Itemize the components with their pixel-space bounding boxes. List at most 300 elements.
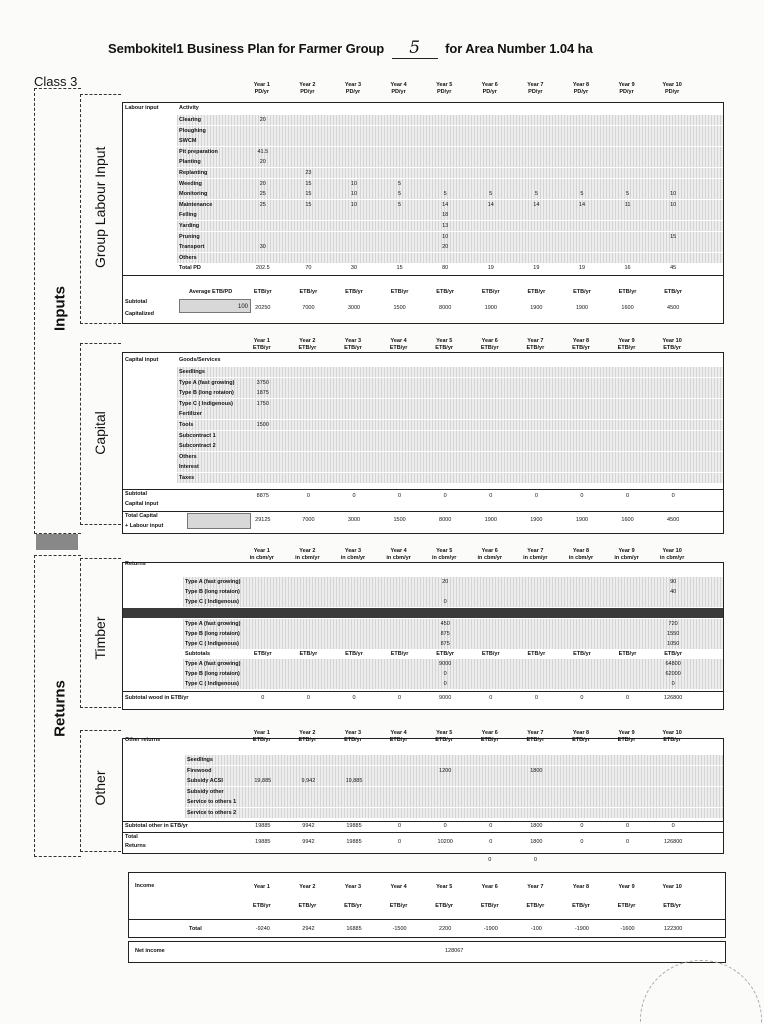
- row-label: Others: [179, 254, 197, 261]
- table-cell: 875: [440, 631, 450, 637]
- table-cell: 0: [443, 681, 447, 687]
- header-cell: Year 1 ETB/yr: [252, 338, 271, 351]
- table-cell: 1200: [439, 767, 452, 774]
- header-cell: Year 8 ETB/yr: [572, 884, 590, 909]
- table-cell: 90: [670, 579, 677, 585]
- table-cell: 0: [489, 823, 493, 829]
- header-cell: Year 6 ETB/yr: [480, 338, 499, 351]
- table-cell: 8000: [439, 305, 452, 311]
- header-cell: Year 9 ETB/yr: [617, 884, 636, 909]
- row-label: Type C ( Indigenous): [185, 641, 239, 647]
- header-cell: Year 2 in cbm/yr: [295, 548, 320, 561]
- header-cell: Year 10 ETB/yr: [662, 730, 682, 743]
- table-cell: 15: [396, 265, 403, 272]
- value-cells: [240, 263, 696, 273]
- table-cell: 80: [442, 265, 449, 272]
- row-label: Planting: [179, 159, 201, 166]
- table-cell: 14: [533, 201, 540, 208]
- value-cells: [240, 462, 696, 472]
- table-cell: ETB/yr: [664, 289, 682, 295]
- header-cell: Year 6 PD/yr: [481, 82, 498, 95]
- timber-label: Timber: [92, 616, 108, 660]
- table-cell: 0: [352, 493, 356, 499]
- header-cell: Year 7 ETB/yr: [526, 884, 545, 909]
- table-cell: 19885: [255, 823, 271, 829]
- table-cell: ETB/yr: [436, 289, 455, 295]
- table-cell: 1900: [484, 517, 497, 523]
- table-cell: 5: [580, 191, 584, 198]
- value-cells: [240, 597, 696, 607]
- row-label: Type B (long rotaion): [179, 390, 234, 397]
- table-cell: 0: [626, 823, 630, 829]
- value-cells: [240, 168, 696, 178]
- table-cell: 20: [259, 159, 266, 166]
- table-cell: 0: [443, 671, 447, 677]
- table-cell: 0: [306, 493, 310, 499]
- header-cell: Year 8 ETB/yr: [572, 338, 590, 351]
- value-cells: [240, 787, 696, 797]
- table-cell: 1800: [530, 767, 543, 774]
- table-cell: 1500: [393, 305, 406, 311]
- table-cell: 2942: [302, 926, 315, 932]
- header-cell: Year 4 ETB/yr: [389, 730, 408, 743]
- header-cell: Year 5 in cbm/yr: [431, 548, 457, 561]
- table-cell: 9000: [439, 695, 452, 701]
- timber-subtotal-label: Subtotal wood in ETB/yr: [125, 695, 189, 701]
- header-cell: Year 8 ETB/yr: [572, 730, 590, 743]
- table-cell: 875: [440, 641, 450, 647]
- net-income-label: Net income: [135, 948, 165, 954]
- header-cell: Year 1 PD/yr: [253, 82, 270, 95]
- table-cell: ETB/yr: [299, 651, 318, 657]
- table-cell: 70: [305, 265, 312, 272]
- header-cell: Year 9 ETB/yr: [617, 730, 636, 743]
- value-cells: [240, 659, 696, 669]
- table-cell: 16885: [346, 926, 362, 932]
- capital-col-b: Goods/Services: [179, 357, 221, 363]
- table-cell: 23: [305, 170, 312, 176]
- labour-header: [239, 82, 695, 96]
- avg-etb-value: 100: [179, 299, 251, 313]
- row-label: Type B (long rotaion): [185, 631, 240, 637]
- header-cell: Year 5 ETB/yr: [435, 730, 454, 743]
- value-cells: [240, 388, 696, 398]
- table-cell: 30: [259, 244, 266, 251]
- table-cell: ETB/yr: [618, 651, 637, 657]
- value-cells: [240, 577, 696, 587]
- table-cell: 5: [398, 201, 402, 208]
- value-cells: [240, 157, 696, 167]
- header-cell: Year 1 in cbm/yr: [249, 548, 275, 561]
- table-cell: 19,885: [345, 778, 363, 785]
- row-label: Maintenance: [179, 201, 213, 208]
- table-cell: 4500: [667, 305, 680, 311]
- value-cells: [240, 669, 696, 679]
- table-cell: 1550: [667, 631, 680, 637]
- header-cell: Year 5 ETB/yr: [435, 338, 454, 351]
- table-cell: -1900: [574, 926, 589, 932]
- value-cells: [240, 693, 696, 703]
- row-label: Subcontract 1: [179, 432, 216, 439]
- value-cells: [240, 924, 696, 934]
- timber-table: [122, 562, 724, 710]
- table-cell: 30: [350, 265, 358, 272]
- table-cell: 450: [440, 621, 450, 627]
- table-cell: 0: [626, 493, 630, 499]
- table-cell: 19: [578, 265, 586, 272]
- header-cell: Year 2 ETB/yr: [298, 884, 317, 909]
- row-label: Type A (fast growing): [185, 661, 241, 667]
- row-label: Type A (fast growing): [185, 621, 241, 627]
- table-cell: 1800: [530, 823, 543, 829]
- header-cell: Year 4 ETB/yr: [389, 338, 408, 351]
- returns-label: Returns: [51, 680, 69, 737]
- row-label: Type C ( Indigenous): [185, 599, 239, 605]
- divider-block: [36, 534, 78, 550]
- timber-col-a: Returns: [125, 561, 146, 567]
- row-label: Transport: [179, 244, 205, 251]
- table-cell: 13: [442, 223, 449, 229]
- row-label: Ploughing: [179, 127, 206, 134]
- labour-col-a: Labour input: [125, 105, 159, 111]
- value-cells: [240, 232, 696, 242]
- value-cells: [240, 452, 696, 462]
- table-cell: ETB/yr: [345, 651, 363, 657]
- header-cell: Year 5 ETB/yr: [435, 884, 454, 909]
- value-cells: [240, 420, 696, 430]
- table-cell: 11: [624, 201, 631, 208]
- value-cells: [239, 855, 695, 865]
- avg-etb-label: Average ETB/PD: [189, 289, 233, 295]
- table-cell: 25: [259, 191, 266, 198]
- row-label: Type A (fast growing): [179, 379, 235, 386]
- value-cells: [240, 766, 696, 776]
- table-cell: 0: [443, 823, 447, 829]
- other-table: [122, 738, 724, 854]
- value-cells: [240, 221, 696, 231]
- table-cell: 1600: [621, 305, 634, 311]
- row-label: Type A (fast growing): [185, 579, 241, 585]
- table-cell: 0: [398, 695, 402, 701]
- table-cell: 7000: [302, 305, 315, 311]
- row-label: Yarding: [179, 223, 200, 229]
- table-cell: 0: [489, 695, 493, 701]
- table-cell: 8875: [256, 493, 269, 499]
- table-cell: 0: [488, 857, 492, 863]
- value-cells: [240, 755, 696, 765]
- table-cell: ETB/yr: [573, 289, 591, 295]
- table-cell: 14: [442, 201, 449, 208]
- capital-table: [122, 352, 724, 534]
- page-title: [108, 38, 593, 59]
- table-cell: ETB/yr: [481, 651, 500, 657]
- capital-col-a: Capital input: [125, 357, 159, 363]
- table-cell: 20: [442, 579, 449, 585]
- header-cell: Year 4 PD/yr: [390, 82, 407, 95]
- value-cells: [240, 587, 696, 597]
- table-cell: 40: [670, 589, 677, 595]
- table-cell: 0: [626, 695, 630, 701]
- table-cell: ETB/yr: [527, 289, 546, 295]
- other-label: Other: [92, 770, 108, 806]
- row-label: Weeding: [179, 180, 202, 187]
- table-cell: 19885: [346, 823, 362, 829]
- table-cell: 5: [398, 180, 402, 187]
- table-cell: ETB/yr: [573, 651, 591, 657]
- table-cell: 126800: [663, 839, 683, 845]
- table-cell: 0: [306, 695, 310, 701]
- row-label: Type B (long rotaion): [185, 589, 240, 595]
- table-cell: ETB/yr: [253, 651, 272, 657]
- table-cell: ETB/yr: [481, 289, 500, 295]
- table-cell: ETB/yr: [299, 289, 318, 295]
- table-cell: 10: [670, 201, 677, 208]
- header-cell: Year 10 ETB/yr: [662, 884, 682, 909]
- row-label: Type C ( Indigenous): [185, 681, 239, 687]
- table-cell: 10: [350, 191, 358, 198]
- row-label: Pit preparation: [179, 148, 218, 155]
- row-label: Interest: [179, 464, 199, 471]
- table-cell: 7000: [302, 517, 315, 523]
- table-cell: 16: [624, 265, 631, 272]
- table-cell: 1750: [256, 400, 269, 407]
- table-cell: 0: [398, 493, 402, 499]
- table-cell: 14: [578, 201, 586, 208]
- value-cells: [240, 303, 696, 313]
- table-cell: -1900: [483, 926, 498, 932]
- value-cells: [240, 147, 696, 157]
- table-cell: 19,885: [254, 778, 272, 785]
- capital-subtotal-label: Subtotal: [125, 491, 147, 497]
- table-cell: ETB/yr: [345, 289, 363, 295]
- value-cells: [240, 491, 696, 501]
- other-col-a: Other returns: [125, 737, 161, 743]
- table-cell: 1500: [393, 517, 406, 523]
- other-total-label: Total: [125, 834, 138, 840]
- net-income-value: 128067: [445, 948, 464, 954]
- class-label: Class 3: [34, 74, 78, 89]
- row-label: Service to others 1: [187, 799, 237, 806]
- group-labour-label: Group Labour Input: [92, 146, 108, 268]
- header-cell: Year 3 ETB/yr: [344, 338, 362, 351]
- table-cell: 62000: [665, 671, 681, 677]
- table-cell: 9942: [302, 823, 315, 829]
- table-cell: 1900: [575, 517, 589, 523]
- table-cell: 0: [443, 493, 447, 499]
- other-total-label2: Returns: [125, 843, 146, 849]
- table-cell: 0: [398, 839, 402, 845]
- table-cell: 1800: [530, 839, 543, 845]
- table-cell: 0: [489, 839, 493, 845]
- table-cell: 25: [259, 201, 266, 208]
- table-cell: 18: [442, 212, 449, 219]
- table-cell: -9240: [255, 926, 270, 932]
- table-cell: 1900: [484, 305, 497, 311]
- header-cell: Year 8 PD/yr: [572, 82, 590, 95]
- table-cell: 19885: [346, 839, 362, 845]
- value-cells: [240, 179, 696, 189]
- inputs-label: Inputs: [51, 286, 69, 331]
- farmer-group-number: 5: [392, 38, 438, 59]
- table-cell: 8000: [439, 517, 452, 523]
- table-cell: 20: [259, 117, 266, 123]
- value-cells: [240, 136, 696, 146]
- table-cell: 10: [442, 233, 449, 240]
- other-subtotal-label: Subtotal other in ETB/yr: [125, 823, 188, 829]
- header-cell: Year 10 in cbm/yr: [659, 548, 685, 561]
- capital-label: Capital: [92, 411, 108, 455]
- table-cell: 0: [489, 493, 493, 499]
- table-cell: 20250: [255, 305, 271, 311]
- table-cell: 0: [533, 857, 537, 863]
- table-cell: 10: [350, 201, 358, 208]
- value-cells: [240, 287, 696, 297]
- table-cell: 19: [487, 265, 494, 272]
- row-label: SWCM: [179, 138, 197, 145]
- capital-total-label: Total Capital: [125, 513, 158, 519]
- labour-subtotal-label: Subtotal: [125, 299, 147, 305]
- value-cells: [240, 441, 696, 451]
- table-cell: 1600: [621, 517, 634, 523]
- row-label: Subsidy other: [187, 788, 224, 795]
- row-label: Type B (long rotaion): [185, 671, 240, 677]
- value-cells: [240, 649, 696, 659]
- table-cell: 720: [668, 621, 678, 627]
- net-income-row: [128, 941, 726, 963]
- value-cells: [240, 821, 696, 831]
- header-cell: Year 9 PD/yr: [618, 82, 635, 95]
- header-cell: Year 4 ETB/yr: [389, 884, 408, 909]
- header-cell: Year 6 ETB/yr: [480, 730, 499, 743]
- table-cell: 0: [352, 695, 356, 701]
- table-cell: 4500: [667, 517, 680, 523]
- header-cell: Year 4 in cbm/yr: [386, 548, 411, 561]
- value-cells: [240, 808, 696, 818]
- row-label: Replanting: [179, 170, 208, 176]
- value-cells: [240, 126, 696, 136]
- row-label: Fertilizer: [179, 411, 202, 418]
- header-cell: Year 7 ETB/yr: [526, 338, 545, 351]
- header-cell: Year 1 ETB/yr: [252, 730, 271, 743]
- header-cell: Year 10 ETB/yr: [662, 338, 682, 351]
- value-cells: [240, 253, 696, 263]
- income-label: Income: [135, 883, 155, 889]
- other-header: [239, 730, 695, 744]
- table-cell: 9942: [302, 839, 315, 845]
- header-cell: Year 8 in cbm/yr: [568, 548, 594, 561]
- stamp-mark: [640, 960, 762, 1024]
- table-cell: 20: [442, 244, 449, 251]
- row-label: Clearing: [179, 117, 202, 123]
- table-cell: 0: [671, 681, 675, 687]
- table-cell: 2200: [439, 926, 452, 932]
- header-cell: Year 7 ETB/yr: [526, 730, 545, 743]
- header-cell: Year 2 PD/yr: [299, 82, 316, 95]
- table-cell: ETB/yr: [253, 289, 272, 295]
- table-cell: 1900: [575, 305, 589, 311]
- value-cells: [240, 189, 696, 199]
- table-cell: 202.5: [255, 265, 270, 272]
- table-cell: -1500: [392, 926, 407, 932]
- row-label: Others: [179, 453, 197, 460]
- table-cell: 0: [534, 695, 538, 701]
- value-cells: [240, 399, 696, 409]
- value-cells: [240, 210, 696, 220]
- row-label: Taxes: [179, 475, 195, 481]
- header-cell: Year 9 ETB/yr: [617, 338, 636, 351]
- header-cell: Year 1 ETB/yr: [252, 884, 271, 909]
- header-cell: Year 7 in cbm/yr: [523, 548, 548, 561]
- table-cell: 0: [398, 823, 402, 829]
- table-cell: 5: [489, 191, 493, 198]
- value-cells: [240, 431, 696, 441]
- table-cell: ETB/yr: [664, 651, 682, 657]
- table-cell: 0: [261, 695, 265, 701]
- table-cell: 1900: [530, 517, 543, 523]
- table-cell: 0: [534, 493, 538, 499]
- row-label: Tools: [179, 422, 194, 428]
- header-cell: Year 3 in cbm/yr: [340, 548, 366, 561]
- dark-band: [123, 608, 723, 618]
- table-cell: 41.5: [257, 148, 269, 155]
- table-cell: ETB/yr: [436, 651, 455, 657]
- income-header: [239, 878, 695, 916]
- header-cell: Year 3 ETB/yr: [344, 730, 362, 743]
- header-cell: Year 7 PD/yr: [527, 82, 544, 95]
- header-cell: Year 2 ETB/yr: [298, 730, 317, 743]
- table-cell: 45: [670, 265, 677, 272]
- header-cell: Year 6 in cbm/yr: [477, 548, 502, 561]
- row-label: Subsidy ACSI: [187, 778, 223, 785]
- row-label: Total PD: [179, 265, 201, 272]
- capital-total-label2: + Labour input: [125, 523, 164, 529]
- table-cell: 3000: [347, 517, 361, 523]
- row-label: Felling: [179, 212, 197, 219]
- value-cells: [240, 367, 696, 377]
- table-cell: 1900: [530, 305, 543, 311]
- value-cells: [240, 619, 696, 629]
- value-cells: [240, 776, 696, 786]
- table-cell: 10: [350, 180, 358, 187]
- value-cells: [240, 679, 696, 689]
- table-cell: ETB/yr: [390, 289, 409, 295]
- capital-subtotal-label2: Capital input: [125, 501, 159, 507]
- row-label: Seedlings: [179, 369, 205, 375]
- value-cells: [240, 515, 696, 525]
- value-cells: [240, 378, 696, 388]
- table-cell: 3000: [347, 305, 361, 311]
- table-cell: 9000: [439, 661, 452, 667]
- row-label: Monitoring: [179, 191, 208, 198]
- value-cells: [240, 629, 696, 639]
- row-label: Service to others 2: [187, 810, 237, 816]
- table-cell: 19: [533, 265, 540, 272]
- table-cell: 0: [443, 599, 447, 605]
- table-cell: 0: [580, 493, 584, 499]
- table-cell: -1600: [620, 926, 635, 932]
- table-cell: 10: [670, 191, 677, 198]
- row-label: Seedlings: [187, 757, 213, 763]
- value-cells: [240, 200, 696, 210]
- table-cell: 0: [580, 823, 584, 829]
- table-cell: ETB/yr: [618, 289, 637, 295]
- row-label: Firewood: [187, 767, 212, 774]
- table-cell: 0: [580, 839, 584, 845]
- table-cell: 0: [671, 493, 675, 499]
- table-cell: 15: [670, 233, 677, 240]
- table-cell: 5: [398, 191, 402, 198]
- table-cell: 15: [305, 201, 312, 208]
